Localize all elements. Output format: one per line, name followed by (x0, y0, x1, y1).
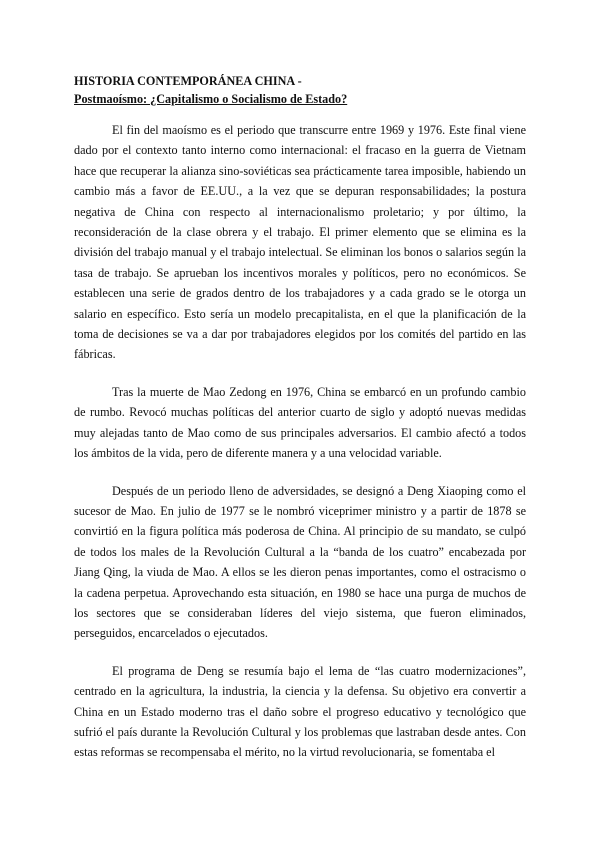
paragraph-1: El fin del maoísmo es el periodo que transcurre entre 1969 y 1976. Este final viene dado por el contexto tanto interno como internacional: el fracaso en la guerra de Vietnam hace que recuperar la alianza sino-soviéticas sea prácticamente tarea imposible, habiendo un cambio más a favor de EE.UU., a la vez que se depuran responsabilidades; la postura negativa de China con respecto al internacionalismo proletario; y por último, la reconsideración de la clase obrera y el trabajo. El primer elemento que se elimina es la división del trabajo manual y el trabajo intelectual. Se eliminan los bonos o salarios según la tasa de trabajo. Se aprueban los incentivos morales y políticos, pero no económicos. Se establecen una serie de grados dentro de los trabajadores y a cada grado se le otorga un salario en específico. Esto sería un modelo precapitalista, en el que la planificación de la toma de decisiones se va a dar por trabajadores elegidos por los comités del partido en las fábricas. (74, 123, 526, 362)
paragraph-2: Tras la muerte de Mao Zedong en 1976, China se embarcó en un profundo cambio de rumbo. Revocó muchas políticas del anterior cuarto de siglo y adoptó nuevas medidas muy alejadas tanto de Mao como de sus principales adversarios. El cambio afectó a todos los ámbitos de la vida, pero de diferente manera y a una velocidad variable. (74, 384, 526, 461)
document-subtitle: Postmaoísmo: ¿Capitalismo o Socialismo de Estado? (74, 92, 348, 106)
document-title: HISTORIA CONTEMPORÁNEA CHINA - (74, 74, 302, 88)
paragraph-3: Después de un periodo lleno de adversidades, se designó a Deng Xiaoping como el sucesor de Mao. En julio de 1977 se le nombró viceprimer ministro y a partir de 1878 se convirtió en la figura política más poderosa de China. Al principio de su mandato, se culpó de todos los males de la Revolución Cultural a la “banda de los cuatro” encabezada por Jiang Qing, la viuda de Mao. A ellos se les dieron penas importantes, como el ostracismo o la cadena perpetua. Aprovechando esta situación, en 1980 se hace una purga de muchos de los sectores que se consideraban líderes del viejo sistema, que fueron eliminados, perseguidos, encarcelados o ejecutados. (74, 483, 526, 641)
paragraph-4: El programa de Deng se resumía bajo el lema de “las cuatro modernizaciones”, centrado en la agricultura, la industria, la ciencia y la defensa. Su objetivo era convertir a China en un Estado moderno tras el daño sobre el progreso educativo y tecnológico que sufrió el país durante la Revolución Cultural y los problemas que lastraban desde antes. Con estas reformas se recompensaba el mérito, no la virtud revolucionaria, se fomentaba el (74, 663, 526, 760)
